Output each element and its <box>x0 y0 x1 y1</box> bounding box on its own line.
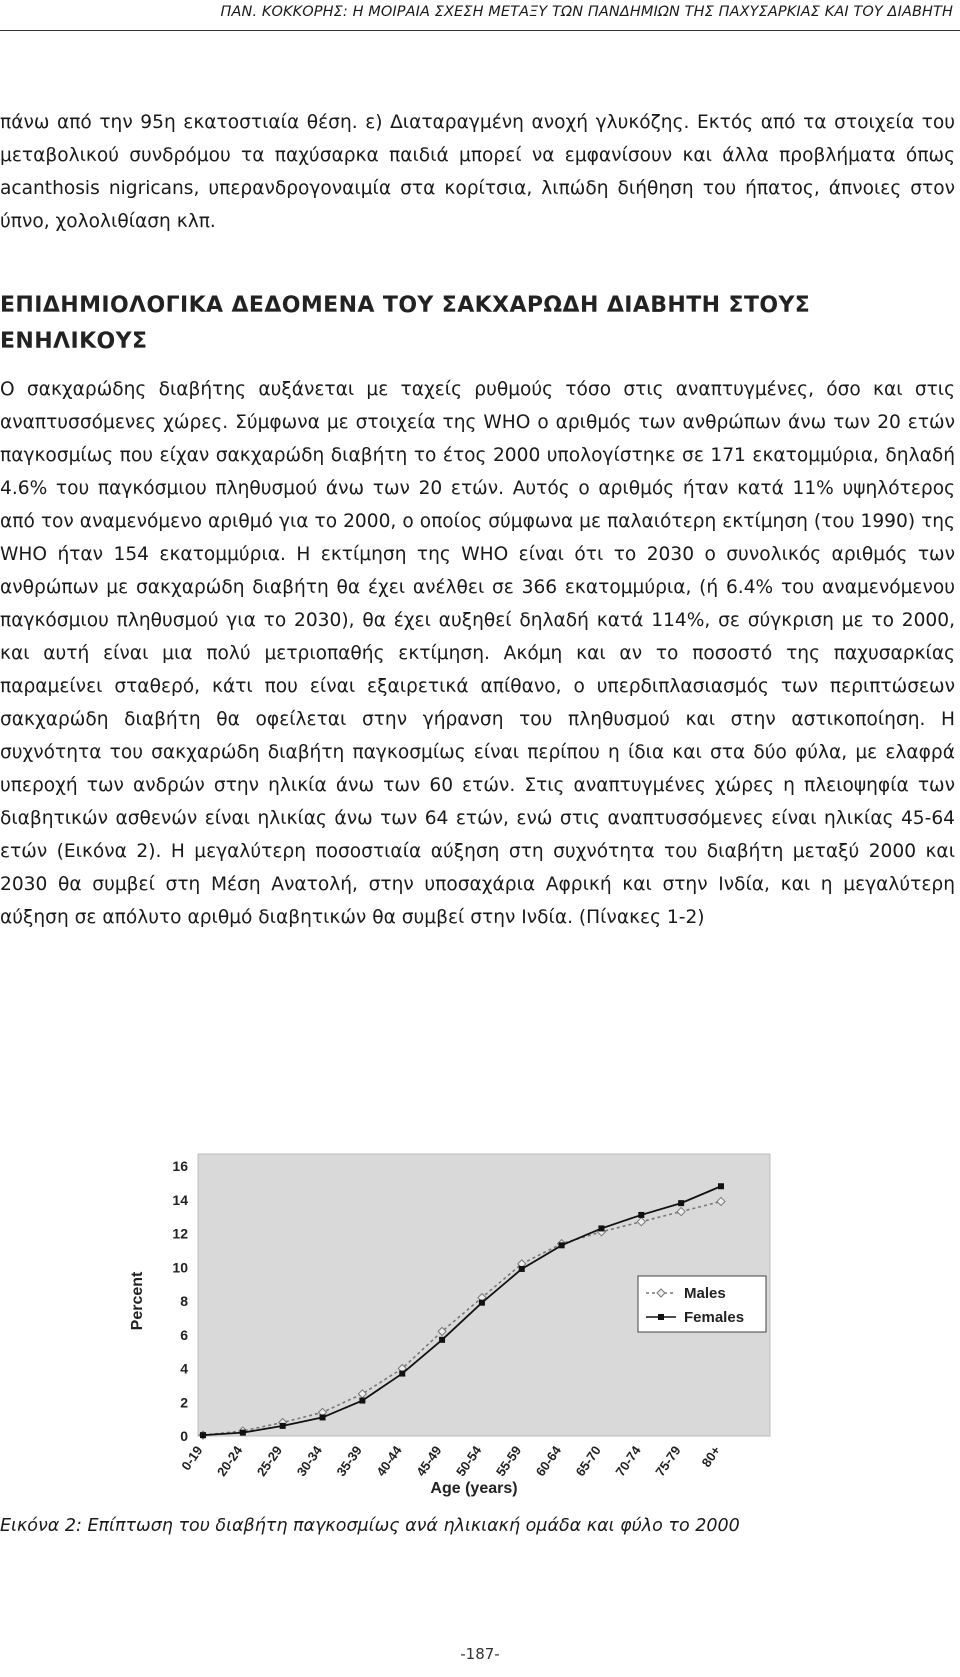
x-tick-label: 65-70 <box>572 1443 604 1479</box>
x-tick-label: 50-54 <box>453 1443 485 1479</box>
data-point-females <box>320 1414 326 1420</box>
x-tick-label: 45-49 <box>413 1443 445 1479</box>
section-heading: ΕΠΙΔΗΜΙΟΛΟΓΙΚΑ ΔΕΔΟΜΕΝΑ ΤΟΥ ΣΑΚΧΑΡΩΔΗ ΔΙΑΒΗΤΗ ΣΤΟΥΣ ΕΝΗΛΙΚΟΥΣ <box>0 293 811 354</box>
data-point-females <box>479 1300 485 1306</box>
x-tick-label: 30-34 <box>293 1443 325 1479</box>
data-point-females <box>439 1337 445 1343</box>
y-tick-label: 16 <box>172 1158 188 1174</box>
data-point-females <box>280 1423 286 1429</box>
x-tick-label: 40-44 <box>373 1443 405 1479</box>
y-tick-label: 2 <box>180 1394 188 1411</box>
data-point-females <box>678 1200 684 1206</box>
y-tick-label: 12 <box>172 1225 188 1242</box>
x-tick-label: 80+ <box>698 1443 724 1470</box>
data-point-females <box>598 1225 604 1231</box>
data-point-females <box>240 1430 246 1436</box>
legend-label-males: Males <box>684 1285 726 1302</box>
data-point-females <box>519 1266 525 1272</box>
x-tick-label: 0-19 <box>178 1443 206 1474</box>
data-point-females <box>399 1371 405 1377</box>
y-tick-label: 8 <box>180 1293 188 1309</box>
y-tick-label: 14 <box>172 1191 188 1208</box>
chart-svg <box>120 1110 820 1500</box>
y-tick-label: 0 <box>180 1428 188 1444</box>
running-title: ΠΑΝ. ΚΟΚΚΟΡΗΣ: Η ΜΟΙΡΑΙΑ ΣΧΕΣΗ ΜΕΤΑΞΥ ΤΩΝ ΠΑΝΔΗΜΙΩΝ ΤΗΣ ΠΑΧΥΣΑΡΚΙΑΣ ΚΑΙ ΤΟΥ ΔΙΑΒΗΤΗ <box>220 4 953 20</box>
y-tick-label: 4 <box>180 1360 188 1377</box>
y-axis-label: Percent <box>129 1271 146 1331</box>
figure-caption: Εικόνα 2: Επίπτωση του διαβήτη παγκοσμίως ανά ηλικιακή ομάδα και φύλο το 2000 <box>0 1516 740 1536</box>
figure-2-chart <box>120 1110 820 1500</box>
x-axis-label: Age (years) <box>430 1480 518 1497</box>
x-tick-label: 55-59 <box>492 1443 525 1479</box>
data-point-females <box>638 1212 644 1218</box>
x-tick-label: 70-74 <box>612 1443 644 1479</box>
data-point-females <box>559 1242 565 1248</box>
data-point-females <box>200 1432 206 1438</box>
x-tick-label: 75-79 <box>652 1443 684 1479</box>
x-tick-label: 25-29 <box>253 1443 286 1479</box>
x-tick-label: 20-24 <box>213 1443 246 1479</box>
paragraph-1: πάνω από την 95η εκατοστιαία θέση. ε) Διαταραγμένη ανοχή γλυκόζης. Εκτός από τα στοιχεία του μεταβολικού συνδρόμου τα παχύσαρκα παιδιά μπορεί να εμφανίσουν και άλλα προβλήματα όπως acanthosis nigricans, υπερανδρογοναιμία στα κορίτσια, λιπώδη διήθηση του ήπατος, άπνοιες στον ύπνο, χολολιθίαση κλπ. <box>0 112 955 232</box>
paragraph-2: Ο σακχαρώδης διαβήτης αυξάνεται με ταχείς ρυθμούς τόσο στις αναπτυγμένες, όσο και στις αναπτυσσόμενες χώρες. Σύμφωνα με στοιχεία της WHO ο αριθμός των ανθρώπων άνω των 20 ετών παγκοσμίως που είχαν σακχαρώδη διαβήτη το έτος 2000 υπολογίστηκε σε 171 εκατομμύρια, δηλαδή 4.6% του παγκόσμιου πληθυσμού άνω των 20 ετών. Αυτός ο αριθμός ήταν κατά 11% υψηλότερος από τον αναμενόμενο αριθμό για το 2000, ο οποίος σύμφωνα με παλαιότερη εκτίμηση (του 1990) της WHO ήταν 154 εκατομμύρια. Η εκτίμηση της WHO είναι ότι το 2030 ο συνολικός αριθμός των ανθρώπων με σακχαρώδη διαβήτη θα έχει ανέλθει σε 366 εκατομμύρια, (ή 6.4% του αναμενόμενου παγκόσμιου πληθυσμού για το 2030), θα έχει αυξηθεί δηλαδή κατά 114%, σε σύγκριση με το 2000, και αυτή είναι μια πολύ μετριοπαθής εκτίμηση. Ακόμη και αν το ποσοστό της παχυσαρκίας παραμείνει σταθερό, κάτι που είναι εξαιρετικά απίθανο, ο υπερδιπλασιασμός των περιπτώσεων σακχαρώδη διαβήτη θα οφείλεται στην γήρανση του πληθυσμού και στην αστικοποίηση. Η συχνότητα του σακχαρώδη διαβήτη παγκοσμίως είναι περίπου η ίδια και στα δύο φύλα, με ελαφρά υπεροχή των ανδρών στην ηλικία άνω των 60 ετών. Στις αναπτυγμένες χώρες η πλειοψηφία των διαβητικών ασθενών είναι ηλικίας άνω των 64 ετών, ενώ στις αναπτυσσόμενες είναι ηλικίας 45-64 ετών (Εικόνα 2). Η μεγαλύτερη ποσοστιαία αύξηση στη συχνότητα του διαβήτη μεταξύ 2000 και 2030 θα συμβεί στη Μέση Ανατολή, στην υποσαχάρια Αφρική και στην Ινδία, και η μεγαλύτερη αύξηση σε απόλυτο αριθμό διαβητικών θα συμβεί στην Ινδία. (Πίνακες 1-2) <box>0 379 955 928</box>
legend-marker-females <box>658 1314 664 1320</box>
data-point-females <box>359 1398 365 1404</box>
x-tick-label: 60-64 <box>532 1443 565 1479</box>
x-tick-label: 35-39 <box>333 1443 365 1479</box>
legend-label-females: Females <box>684 1309 745 1326</box>
y-tick-label: 10 <box>172 1259 188 1276</box>
page-number: -187- <box>460 1645 500 1663</box>
running-head <box>0 0 960 31</box>
data-point-females <box>718 1183 724 1189</box>
y-tick-label: 6 <box>180 1326 188 1343</box>
